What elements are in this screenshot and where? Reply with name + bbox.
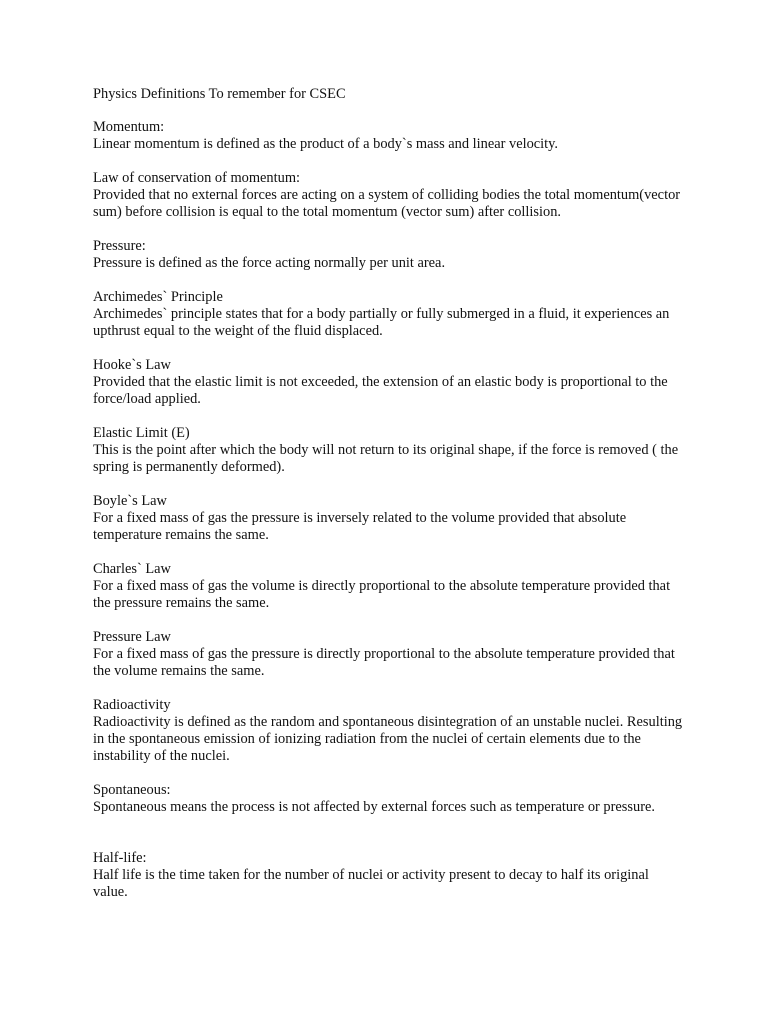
- term-heading: Radioactivity: [93, 697, 171, 713]
- term-heading: Pressure:: [93, 238, 146, 254]
- term-heading: Boyle`s Law: [93, 493, 167, 509]
- definition-text: For a fixed mass of gas the pressure is directly proportional to the absolute temperature provided that the volume remains the same.: [93, 646, 675, 679]
- definition-text: Half life is the time taken for the number of nuclei or activity present to decay to half its original value.: [93, 867, 649, 900]
- definition-text: Spontaneous means the process is not affected by external forces such as temperature or pressure.: [93, 799, 655, 815]
- definition-entry-pressure-law: [93, 629, 683, 680]
- definition-entry-radioactivity: [93, 697, 683, 765]
- definition-text: For a fixed mass of gas the pressure is inversely related to the volume provided that absolute temperature remains the same.: [93, 510, 627, 543]
- definition-entry-spontaneous: [93, 782, 683, 816]
- definition-text: Pressure is defined as the force acting normally per unit area.: [93, 255, 446, 271]
- term-heading: Pressure Law: [93, 629, 171, 645]
- document-title: Physics Definitions To remember for CSEC: [93, 86, 346, 102]
- term-heading: Momentum:: [93, 119, 165, 135]
- definition-entry-archimedes-principle: [93, 289, 683, 340]
- term-heading: Law of conservation of momentum:: [93, 170, 301, 186]
- definition-text: Provided that the elastic limit is not exceeded, the extension of an elastic body is proportional to the force/load applied.: [93, 374, 668, 407]
- term-heading: Charles` Law: [93, 561, 171, 577]
- term-heading: Half-life:: [93, 850, 147, 866]
- definition-text: Provided that no external forces are acting on a system of colliding bodies the total momentum(vector sum) before collision is equal to the total momentum (vector sum) after collision.: [93, 187, 681, 220]
- term-heading: Hooke`s Law: [93, 357, 171, 373]
- definition-text: This is the point after which the body will not return to its original shape, if the force is removed ( the spring is permanently deformed).: [93, 442, 679, 475]
- definition-text: Radioactivity is defined as the random and spontaneous disintegration of an unstable nuclei. Resulting in the spontaneous emission of ionizing radiation from the nuclei of certain elements due to the instability of the nuclei.: [93, 714, 683, 764]
- term-heading: Archimedes` Principle: [93, 289, 223, 305]
- definition-text: Linear momentum is defined as the product of a body`s mass and linear velocity.: [93, 136, 559, 152]
- definition-text: For a fixed mass of gas the volume is directly proportional to the absolute temperature provided that the pressure remains the same.: [93, 578, 671, 611]
- definition-entry-conservation-of-momentum: [93, 170, 683, 221]
- definition-entry-momentum: [93, 119, 683, 153]
- term-heading: Elastic Limit (E): [93, 425, 190, 441]
- definition-entry-half-life: [93, 850, 683, 901]
- definition-entry-pressure: [93, 238, 683, 272]
- definition-text: Archimedes` principle states that for a body partially or fully submerged in a fluid, it experiences an upthrust equal to the weight of the fluid displaced.: [93, 306, 670, 339]
- term-heading: Spontaneous:: [93, 782, 171, 798]
- document-page: [93, 86, 683, 918]
- definition-entry-boyles-law: [93, 493, 683, 544]
- definition-entry-charles-law: [93, 561, 683, 612]
- definition-entry-hookes-law: [93, 357, 683, 408]
- definition-entry-elastic-limit: [93, 425, 683, 476]
